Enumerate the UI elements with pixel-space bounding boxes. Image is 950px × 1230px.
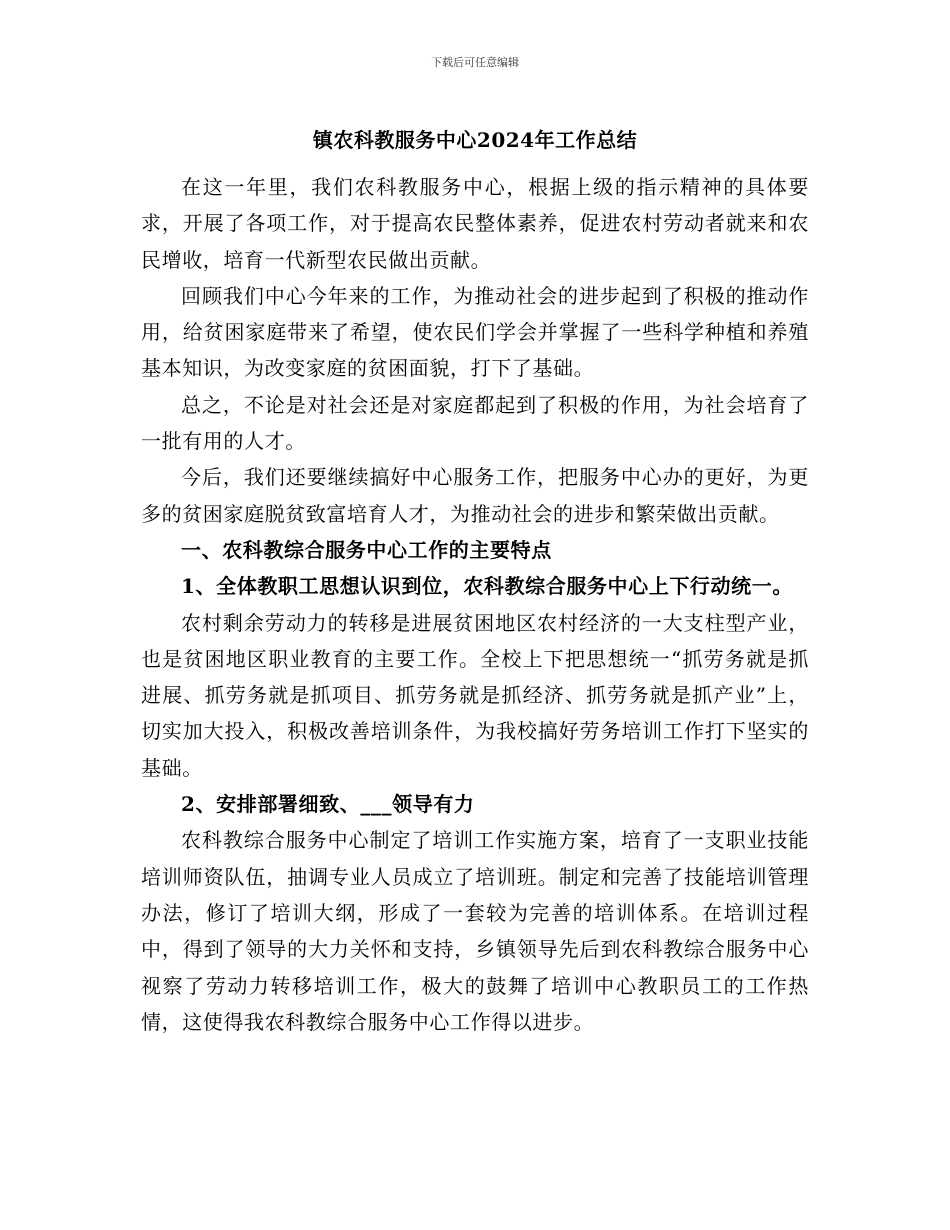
section-heading-1: 一、农科教综合服务中心工作的主要特点 [181,537,552,562]
document-title: 镇农科教服务中心2024年工作总结 [312,128,638,152]
paragraph-labor-transfer: 农村剩余劳动力的转移是进展贫困地区农村经济的一大支柱型产业，也是贫困地区职业教育的主要工作。全校上下把思想统一“抓劳务就是抓进展、抓劳务就是抓项目、抓劳务就是抓经济、抓劳务就是抓产业”上，切实加大投入，积极改善培训条件，为我校搞好劳务培训工作打下坚实的基础。 [141,610,809,780]
header-note: 下载后可任意编辑 [431,56,519,69]
paragraph-summary: 总之，不论是对社会还是对家庭都起到了积极的作用，为社会培育了一批有用的人才。 [141,392,809,454]
subheading-1: 1、全体教职工思想认识到位，农科教综合服务中心上下行动统一。 [181,574,793,599]
subheading-2: 2、安排部署细致、___领导有力 [181,792,475,817]
paragraph-intro: 在这一年里，我们农科教服务中心，根据上级的指示精神的具体要求，开展了各项工作，对于提高农民整体素养，促进农村劳动者就来和农民增收，培育一代新型农民做出贡献。 [141,175,809,272]
paragraph-future: 今后，我们还要继续搞好中心服务工作，把服务中心办的更好，为更多的贫困家庭脱贫致富培育人才，为推动社会的进步和繁荣做出贡献。 [141,465,809,526]
document-body [141,169,809,1040]
paragraph-review: 回顾我们中心今年来的工作，为推动社会的进步起到了积极的推动作用，给贫困家庭带来了希望，使农民们学会并掌握了一些科学种植和养殖基本知识，为改变家庭的贫困面貌，打下了基础。 [141,283,809,381]
paragraph-training-plan: 农科教综合服务中心制定了培训工作实施方案，培育了一支职业技能培训师资队伍，抽调专业人员成立了培训班。制定和完善了技能培训管理办法，修订了培训大纲，形成了一套较为完善的培训体系。在培训过程中，得到了领导的大力关怀和支持，乡镇领导先后到农科教综合服务中心视察了劳动力转移培训工作，极大的鼓舞了培训中心教职员工的工作热情，这使得我农科教综合服务中心工作得以进步。 [141,828,809,1034]
